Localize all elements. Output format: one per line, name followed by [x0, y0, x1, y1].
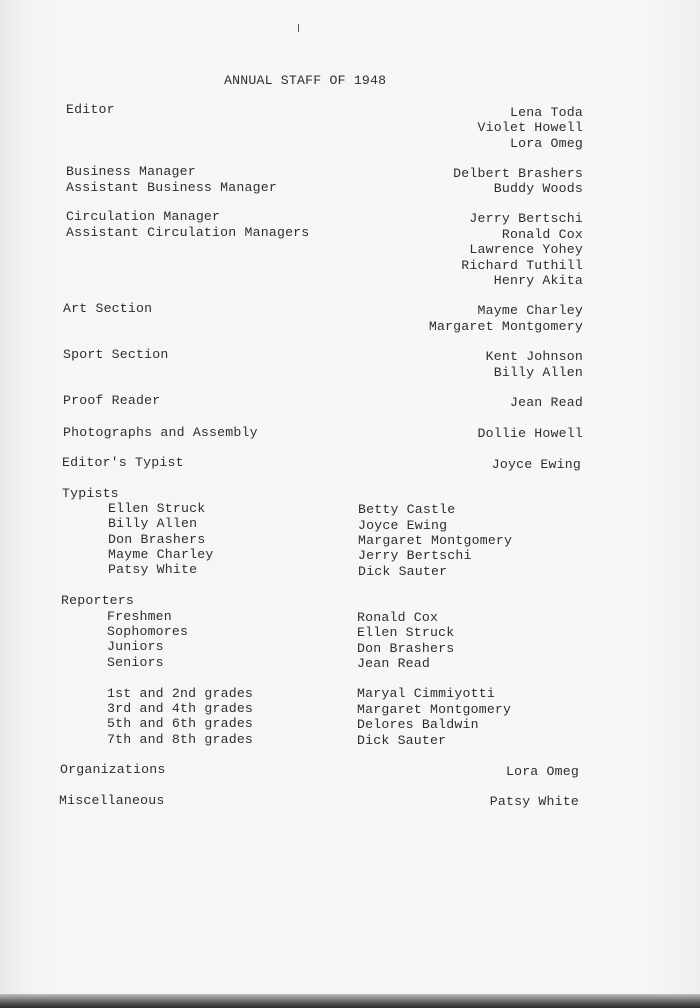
photographs-name: Dollie Howell — [477, 426, 583, 441]
typist-name: Ellen Struck — [108, 501, 206, 516]
role-label-circulation-manager: Circulation Manager — [66, 209, 221, 224]
reporter-grades: 7th and 8th grades — [107, 732, 254, 747]
circulation-name: Henry Akita — [493, 273, 583, 288]
reporter-name: Don Brashers — [357, 641, 455, 656]
reporter-grades: 5th and 6th grades — [107, 716, 254, 731]
role-label-proof-reader: Proof Reader — [63, 393, 161, 408]
typist-name: Margaret Montgomery — [358, 533, 513, 548]
art-name: Mayme Charley — [477, 303, 583, 318]
typist-name: Patsy White — [108, 562, 198, 577]
sport-name: Billy Allen — [493, 365, 583, 380]
role-label-assistant-circulation-managers: Assistant Circulation Managers — [66, 225, 310, 240]
role-label-photographs: Photographs and Assembly — [63, 425, 258, 440]
miscellaneous-name: Patsy White — [489, 794, 579, 809]
reporter-name: Jean Read — [357, 656, 431, 671]
role-label-editor: Editor — [66, 102, 115, 117]
reporter-name: Maryal Cimmiyotti — [357, 686, 495, 701]
reporter-grades: 3rd and 4th grades — [107, 701, 254, 716]
role-label-reporters: Reporters — [61, 593, 135, 608]
editor-name: Lora Omeg — [509, 136, 583, 151]
business-name: Delbert Brashers — [453, 166, 583, 181]
editor-name: Violet Howell — [477, 120, 583, 135]
typist-name: Joyce Ewing — [358, 518, 448, 533]
role-label-miscellaneous: Miscellaneous — [59, 793, 165, 808]
editors-typist-name: Joyce Ewing — [491, 457, 581, 472]
reporter-group: Seniors — [107, 655, 164, 670]
reporter-name: Ronald Cox — [357, 610, 439, 625]
role-label-business-manager: Business Manager — [66, 164, 196, 179]
role-label-typists: Typists — [62, 486, 119, 501]
page-title: ANNUAL STAFF OF 1948 — [224, 73, 387, 88]
reporter-group: Freshmen — [107, 609, 172, 624]
typist-name: Betty Castle — [358, 502, 456, 517]
sport-name: Kent Johnson — [485, 349, 583, 364]
role-label-organizations: Organizations — [60, 762, 166, 777]
circulation-name: Lawrence Yohey — [469, 242, 583, 257]
typist-name: Don Brashers — [108, 532, 206, 547]
proof-reader-name: Jean Read — [509, 395, 583, 410]
circulation-name: Jerry Bertschi — [469, 211, 583, 226]
reporter-grades: 1st and 2nd grades — [107, 686, 254, 701]
typist-name: Mayme Charley — [108, 547, 214, 562]
organizations-name: Lora Omeg — [505, 764, 579, 779]
editor-name: Lena Toda — [509, 105, 583, 120]
reporter-name: Ellen Struck — [357, 625, 455, 640]
ink-mark — [298, 24, 299, 32]
reporter-name: Dick Sauter — [357, 733, 447, 748]
reporter-name: Delores Baldwin — [357, 717, 479, 732]
typist-name: Billy Allen — [108, 516, 198, 531]
typist-name: Jerry Bertschi — [358, 548, 472, 563]
typist-name: Dick Sauter — [358, 564, 448, 579]
circulation-name: Ronald Cox — [501, 227, 583, 242]
circulation-name: Richard Tuthill — [461, 258, 583, 273]
role-label-art-section: Art Section — [63, 301, 153, 316]
role-label-editors-typist: Editor's Typist — [62, 455, 184, 470]
business-name: Buddy Woods — [493, 181, 583, 196]
reporter-group: Sophomores — [107, 624, 189, 639]
role-label-sport-section: Sport Section — [63, 347, 169, 362]
reporter-name: Margaret Montgomery — [357, 702, 512, 717]
role-label-assistant-business-manager: Assistant Business Manager — [66, 180, 277, 195]
art-name: Margaret Montgomery — [428, 319, 583, 334]
reporter-group: Juniors — [107, 639, 164, 654]
